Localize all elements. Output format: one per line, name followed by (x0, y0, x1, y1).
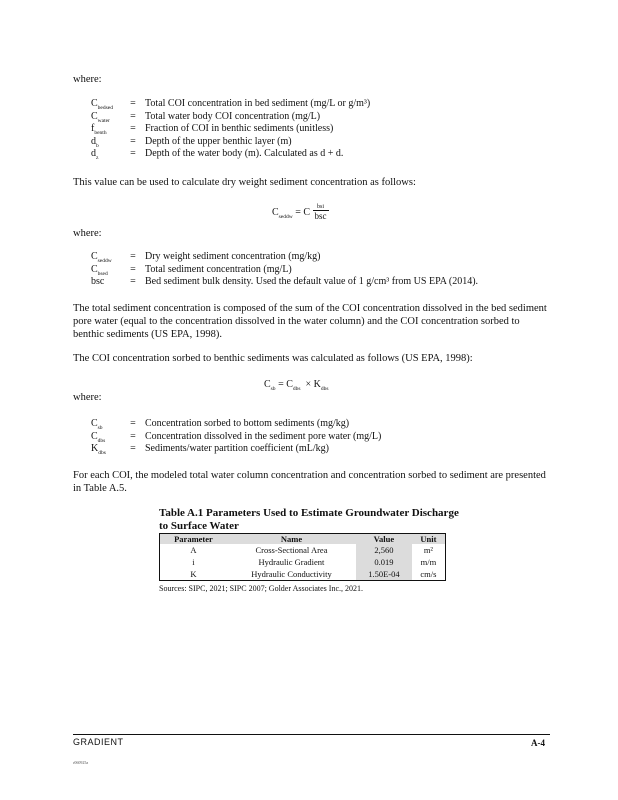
company-logo: GRADIENT (73, 737, 124, 747)
table-cell: A (190, 545, 197, 555)
definition-row: bsc = Bed sediment bulk density. Used the default value of 1 g/cm³ from US EPA (2014). (91, 276, 479, 287)
table-sources: Sources: SIPC, 2021; SIPC 2007; Golder Associates Inc., 2021. (159, 584, 363, 593)
table-row (160, 544, 446, 556)
page-number: A-4 (531, 738, 545, 748)
definitions-1 (91, 98, 370, 161)
definition-row: $C_{bedsed}$ = Total COI concentration in bed sediment (mg/L or g/m³) (91, 98, 371, 111)
table-row (160, 568, 446, 581)
table-cell: m/m (420, 557, 437, 567)
table-cell: 1.50E-04 (356, 568, 412, 581)
document-id: r060925a (73, 760, 89, 765)
definition-row: $C_{bsed}$ = Total sediment concentration (mg/L) (91, 263, 292, 277)
footer-divider (73, 734, 550, 735)
table-cell: cm/s (412, 568, 446, 581)
paragraph-sorbed: The COI concentration sorbed to benthic sediments was calculated as follows (US EPA, 1998): (73, 353, 473, 364)
definition-row: $d_b$ = Depth of the upper benthic layer (m) (91, 135, 292, 149)
table-header: Unit (412, 534, 446, 545)
table-cell: K (160, 568, 227, 581)
where-label-3: where: (73, 392, 102, 403)
table-cell: i (192, 557, 195, 567)
table-row (160, 556, 446, 568)
table-cell: Hydraulic Conductivity (227, 568, 356, 581)
formula-sorbed: $C_{sb} = C_{dbs} \times K_{dbs}$ (264, 379, 329, 392)
table-header: Value (356, 534, 412, 545)
definition-row: $C_{seddw}$ = Dry weight sediment concentration (mg/kg) (91, 251, 321, 264)
table-header-row (160, 534, 446, 545)
definition-row: $C_{dbs}$ = Concentration dissolved in the sediment pore water (mg/L) (91, 430, 382, 444)
table-header: Name (227, 534, 356, 545)
where-label-2: where: (73, 228, 102, 239)
table-header: Parameter (160, 534, 227, 545)
definitions-2 (91, 251, 478, 289)
parameters-table (159, 533, 446, 581)
formula-dry-weight: $C_{seddw} = C$ $\frac{\text{bsi}}{\text{bsc}}$ (272, 204, 327, 221)
definitions-3 (91, 418, 381, 456)
definition-row: $f_{benth}$ = Fraction of COI in benthic sediments (unitless) (91, 123, 334, 136)
definition-row: $d_z$ = Depth of the water body (m). Calculated as d + d. (91, 148, 344, 161)
paragraph-table-ref: For each COI, the modeled total water column concentration and concentration sorbed to sediment are presented in Table A.5. (73, 470, 546, 494)
table-title: Table A.1 Parameters Used to Estimate Groundwater Discharge to Surface Water (159, 507, 459, 532)
definition-row: $C_{water}$ = Total water body COI concentration (mg/L) (91, 110, 321, 124)
table-cell: m² (423, 545, 433, 555)
definition-row: $C_{sb}$ = Concentration sorbed to bottom sediments (mg/kg) (91, 418, 350, 431)
where-label-1: where: (73, 74, 102, 85)
definition-row: $K_{dbs}$ = Sediments/water partition coefficient (mL/kg) (91, 443, 329, 456)
table-cell: 2,560 (356, 544, 412, 556)
table-cell: 0.019 (356, 556, 412, 568)
paragraph-dry-weight: This value can be used to calculate dry weight sediment concentration as follows: (73, 177, 416, 188)
table-cell: Cross-Sectional Area (255, 545, 328, 555)
paragraph-total-sediment: The total sediment concentration is composed of the sum of the COI concentration dissolved in the bed sediment pore water (equal to the concentration dissolved in the water column) and the COI concentration sorbed to benthic sediments (US EPA, 1998). (73, 303, 547, 340)
table-cell: Hydraulic Gradient (258, 557, 325, 567)
